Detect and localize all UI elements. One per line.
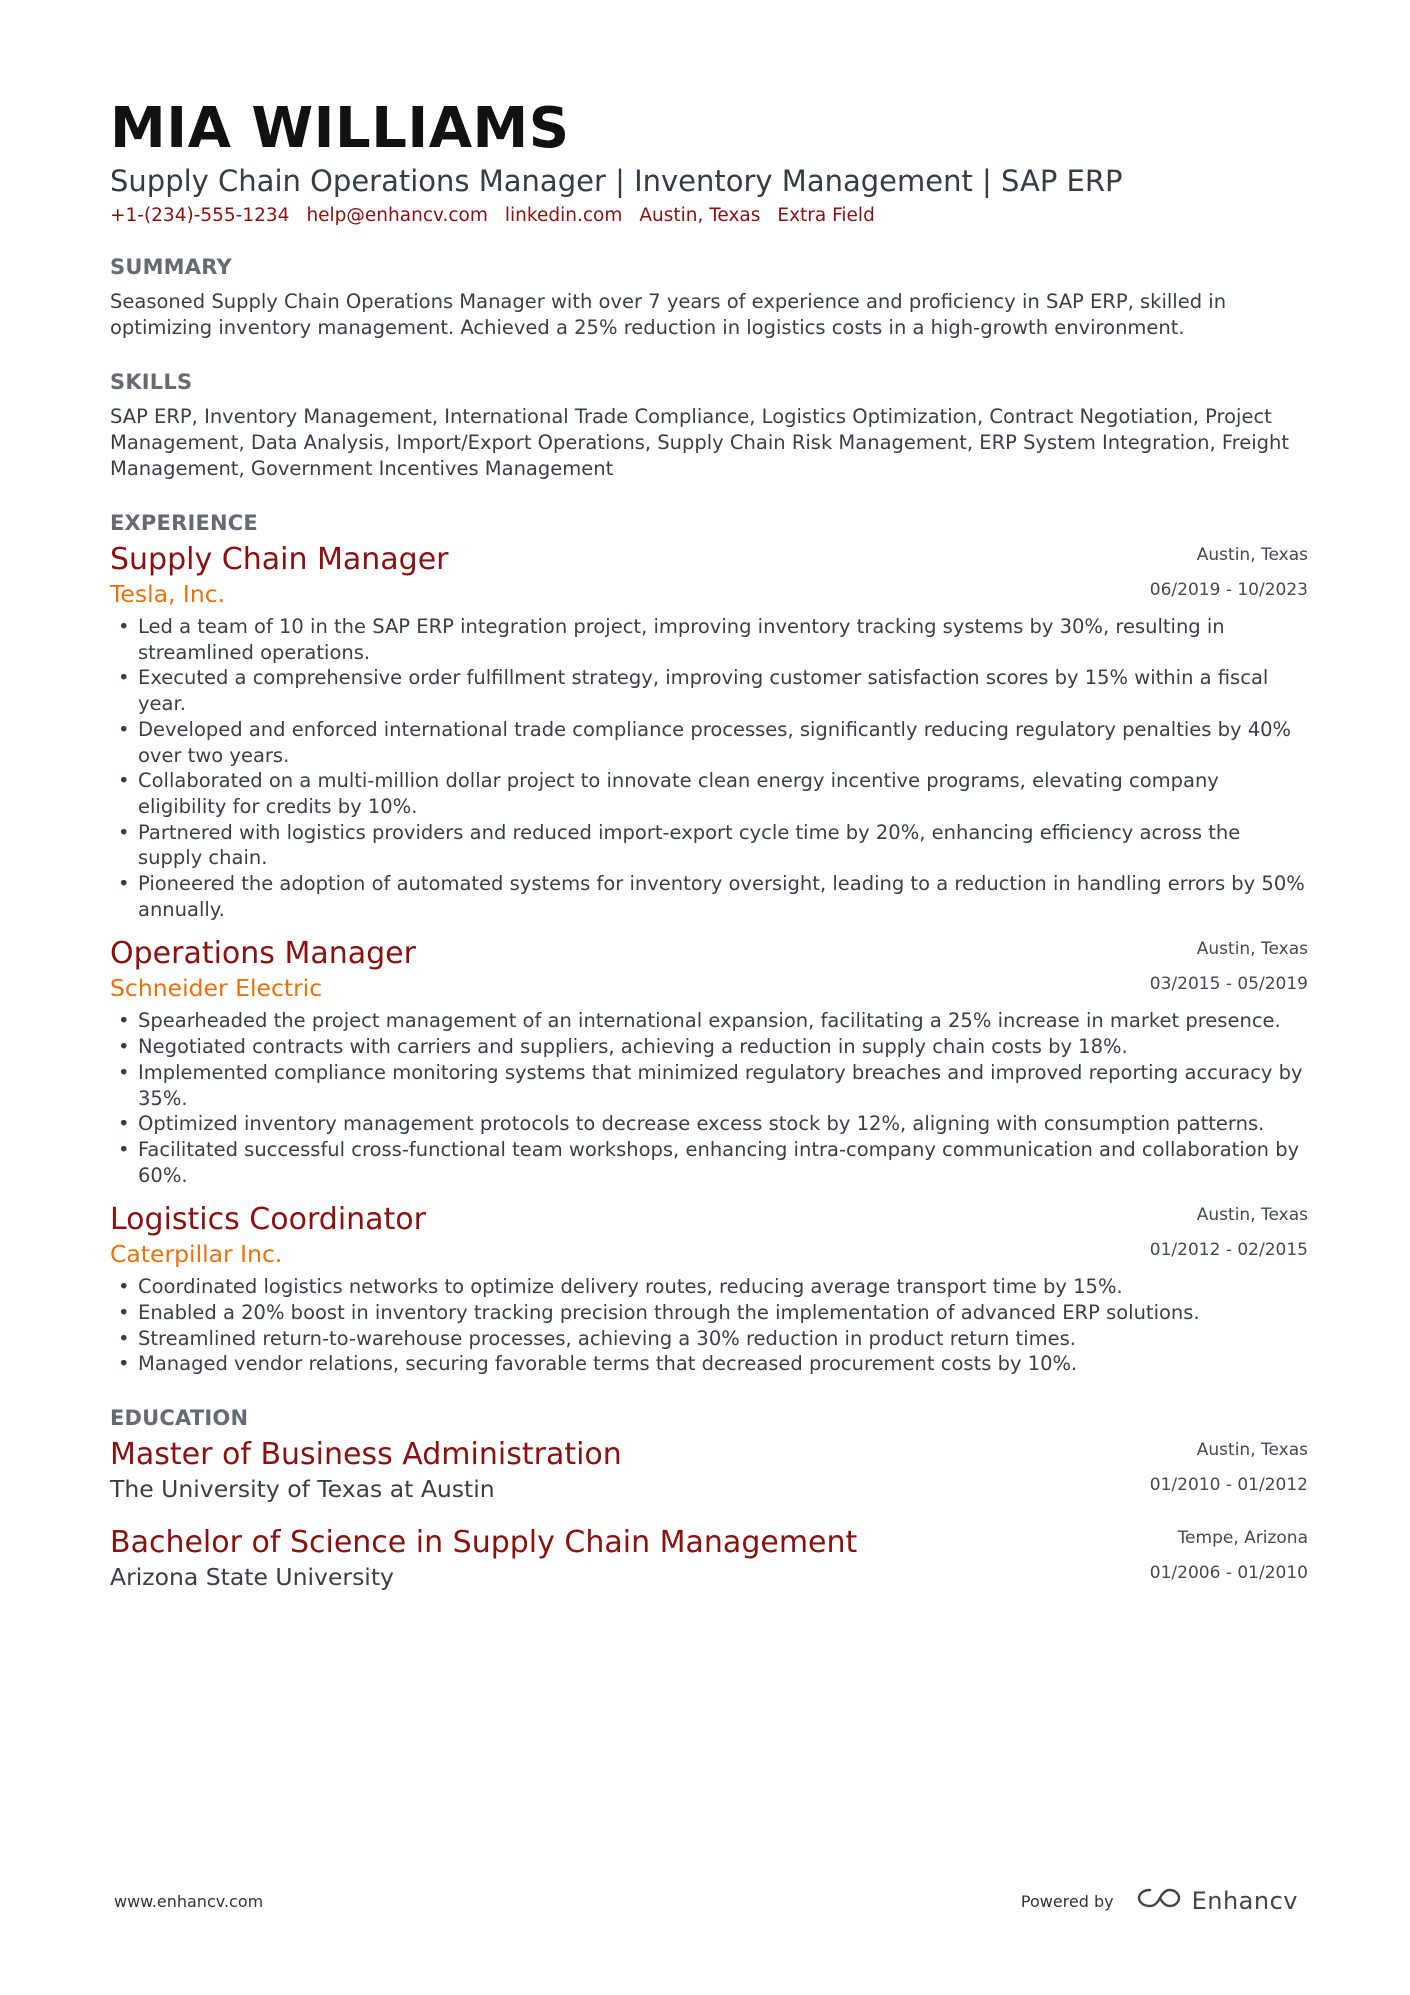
company-name: Tesla, Inc. [110, 580, 226, 608]
experience-entry [110, 542, 1308, 922]
job-bullets [110, 614, 1308, 922]
school-location: Austin, Texas [1196, 1440, 1308, 1461]
job-title: Supply Chain Manager [110, 542, 449, 577]
job-bullets [110, 1274, 1308, 1377]
list-item: • Collaborated on a multi-million dollar project to innovate clean energy incentive programs, elevating company eligibility for credits by 10%. [110, 768, 1308, 819]
school-name: Arizona State University [110, 1563, 394, 1592]
list-item: • Implemented compliance monitoring systems that minimized regulatory breaches and improved reporting accuracy by 35%. [110, 1060, 1308, 1111]
list-item: • Developed and enforced international trade compliance processes, significantly reducing regulatory penalties by 40% over two years. [110, 717, 1308, 768]
job-dates: 06/2019 - 10/2023 [1149, 580, 1308, 600]
experience-entry-header [110, 936, 1308, 1004]
experience-entry-header [110, 542, 1308, 610]
powered-by-label: Powered by [1020, 1891, 1114, 1911]
education-meta [1150, 1525, 1308, 1584]
summary-text: Seasoned Supply Chain Operations Manager with over 7 years of experience and proficiency in SAP ERP, skilled in optimizing inventory management. Achieved a 25% reduction in logistics costs in a high-growth environment. [110, 290, 1227, 339]
company-name: Caterpillar Inc. [110, 1240, 283, 1269]
footer-website-link[interactable]: www.enhancv.com [114, 1891, 264, 1911]
education-section [110, 1404, 1308, 1593]
job-title: Logistics Coordinator [110, 1202, 426, 1238]
job-location: Austin, Texas [1196, 545, 1308, 565]
experience-meta [1150, 1202, 1308, 1261]
contact-linkedin[interactable]: linkedin.com [504, 205, 623, 226]
contact-extra-field: Extra Field [777, 205, 875, 226]
list-item: • Enabled a 20% boost in inventory tracking precision through the implementation of advanced ERP solutions. [110, 1300, 1308, 1326]
contact-email[interactable]: help@enhancv.com [306, 205, 488, 226]
contact-phone[interactable]: +1-(234)-555-1234 [110, 205, 290, 226]
education-entry-header [110, 1525, 1308, 1593]
experience-meta [1150, 542, 1308, 601]
school-location: Tempe, Arizona [1177, 1528, 1308, 1549]
job-location: Austin, Texas [1196, 939, 1308, 960]
skills-title: SKILLS [110, 370, 193, 394]
degree-title: Bachelor of Science in Supply Chain Management [110, 1525, 858, 1561]
job-dates: 01/2012 - 02/2015 [1149, 1240, 1308, 1261]
list-item: • Negotiated contracts with carriers and suppliers, achieving a reduction in supply chain costs by 18%. [110, 1034, 1308, 1060]
enhancv-logo-icon [1136, 1886, 1182, 1916]
brand-name: Enhancv [1191, 1887, 1298, 1915]
company-name: Schneider Electric [110, 974, 323, 1003]
list-item: • Pioneered the adoption of automated systems for inventory oversight, leading to a reduction in handling errors by 50% annually. [110, 871, 1308, 922]
list-item: • Streamlined return-to-warehouse processes, achieving a 30% reduction in product return times. [110, 1326, 1308, 1352]
education-meta [1150, 1437, 1308, 1496]
skills-text: SAP ERP, Inventory Management, International Trade Compliance, Logistics Optimization, Contract Negotiation, Project Management, Data Analysis, Import/Export Operations, Supply Chain Risk Management, ERP System Integration, Freight Management, Government Incentives Management [110, 405, 1290, 480]
job-location: Austin, Texas [1196, 1205, 1308, 1226]
degree-title: Master of Business Administration [110, 1437, 622, 1473]
experience-entry [110, 1202, 1308, 1377]
resume-header [110, 96, 1308, 229]
list-item: • Managed vendor relations, securing favorable terms that decreased procurement costs by 10%. [110, 1351, 1308, 1377]
candidate-name: MIA WILLIAMS [110, 96, 570, 161]
list-item: • Partnered with logistics providers and reduced import-export cycle time by 20%, enhancing efficiency across the supply chain. [110, 820, 1308, 871]
job-dates: 03/2015 - 05/2019 [1149, 974, 1308, 995]
list-item: • Coordinated logistics networks to optimize delivery routes, reducing average transport time by 15%. [110, 1274, 1308, 1300]
education-entry [110, 1437, 1308, 1505]
contact-location: Austin, Texas [639, 205, 761, 226]
school-name: The University of Texas at Austin [110, 1475, 495, 1504]
education-entry [110, 1525, 1308, 1593]
list-item: • Executed a comprehensive order fulfillment strategy, improving customer satisfaction scores by 15% within a fiscal year. [110, 665, 1308, 716]
list-item: • Optimized inventory management protocols to decrease excess stock by 12%, aligning with consumption patterns. [110, 1111, 1308, 1137]
brand-logo[interactable] [1136, 1886, 1298, 1916]
list-item: • Led a team of 10 in the SAP ERP integration project, improving inventory tracking systems by 30%, resulting in streamlined operations. [110, 614, 1308, 665]
list-item: • Facilitated successful cross-functional team workshops, enhancing intra-company communication and collaboration by 60%. [110, 1137, 1308, 1188]
education-title: EDUCATION [110, 1406, 249, 1431]
summary-title: SUMMARY [110, 255, 232, 279]
resume-page [110, 96, 1308, 1593]
experience-meta [1150, 936, 1308, 995]
experience-section [110, 509, 1308, 1377]
footer-branding [1021, 1886, 1298, 1916]
education-entry-header [110, 1437, 1308, 1505]
page-footer [114, 1886, 1298, 1916]
school-dates: 01/2010 - 01/2012 [1149, 1475, 1308, 1496]
skills-section [110, 368, 1308, 482]
experience-entry-header [110, 1202, 1308, 1270]
contact-list [110, 203, 1308, 229]
candidate-headline: Supply Chain Operations Manager | Inventory Management | SAP ERP [110, 164, 1123, 198]
experience-entry [110, 936, 1308, 1188]
job-bullets [110, 1008, 1308, 1188]
list-item: • Spearheaded the project management of an international expansion, facilitating a 25% increase in market presence. [110, 1008, 1308, 1034]
school-dates: 01/2006 - 01/2010 [1149, 1563, 1308, 1584]
experience-title: EXPERIENCE [110, 511, 258, 535]
job-title: Operations Manager [110, 936, 416, 972]
summary-section [110, 253, 1308, 341]
